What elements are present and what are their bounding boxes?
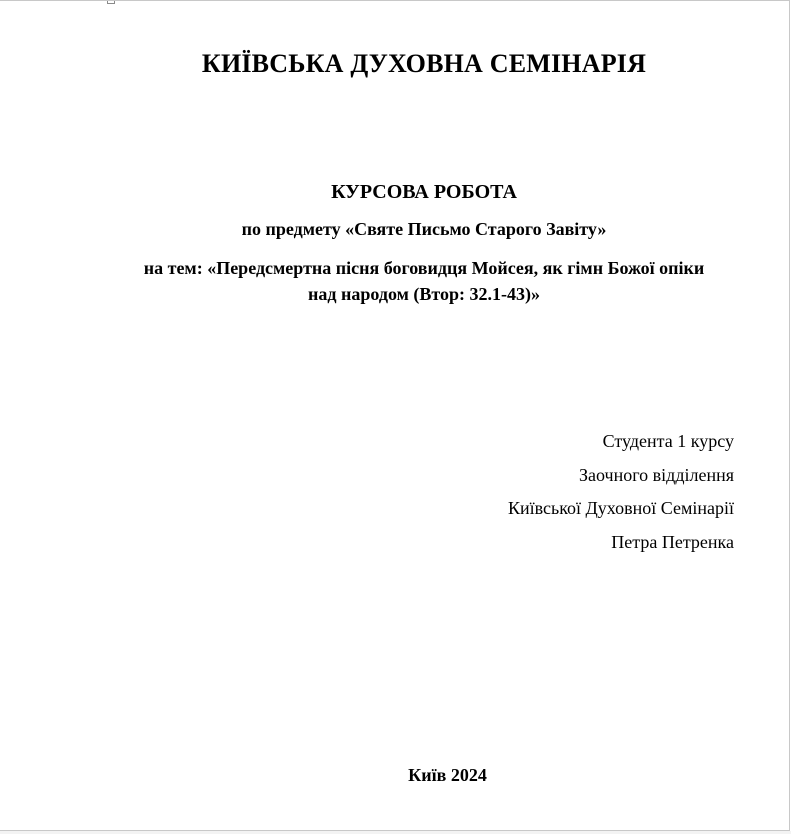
coursework-title: КУРСОВА РОБОТА [331, 181, 517, 203]
author-department: Заочного відділення [579, 464, 734, 485]
seminary-title: КИЇВСЬКА ДУХОВНА СЕМІНАРІЯ [201, 49, 647, 78]
topic-block [100, 255, 748, 307]
author-course: Студента 1 курсу [602, 431, 734, 451]
topic-line-2: над народом (Втор: 32.1-43)» [308, 284, 540, 304]
page-corner-marker-icon [107, 1, 115, 4]
subject-line: по предмету «Святе Письмо Старого Завіту» [241, 219, 607, 239]
topic-line-1: на тем: «Передсмертна пісня боговидця Мойсея, як гімн Божої опіки [143, 258, 705, 278]
city-year: Київ 2024 [408, 765, 487, 785]
author-block [508, 425, 734, 559]
author-institution: Київської Духовної Семінарії [507, 498, 734, 518]
author-name: Петра Петренка [611, 531, 734, 552]
